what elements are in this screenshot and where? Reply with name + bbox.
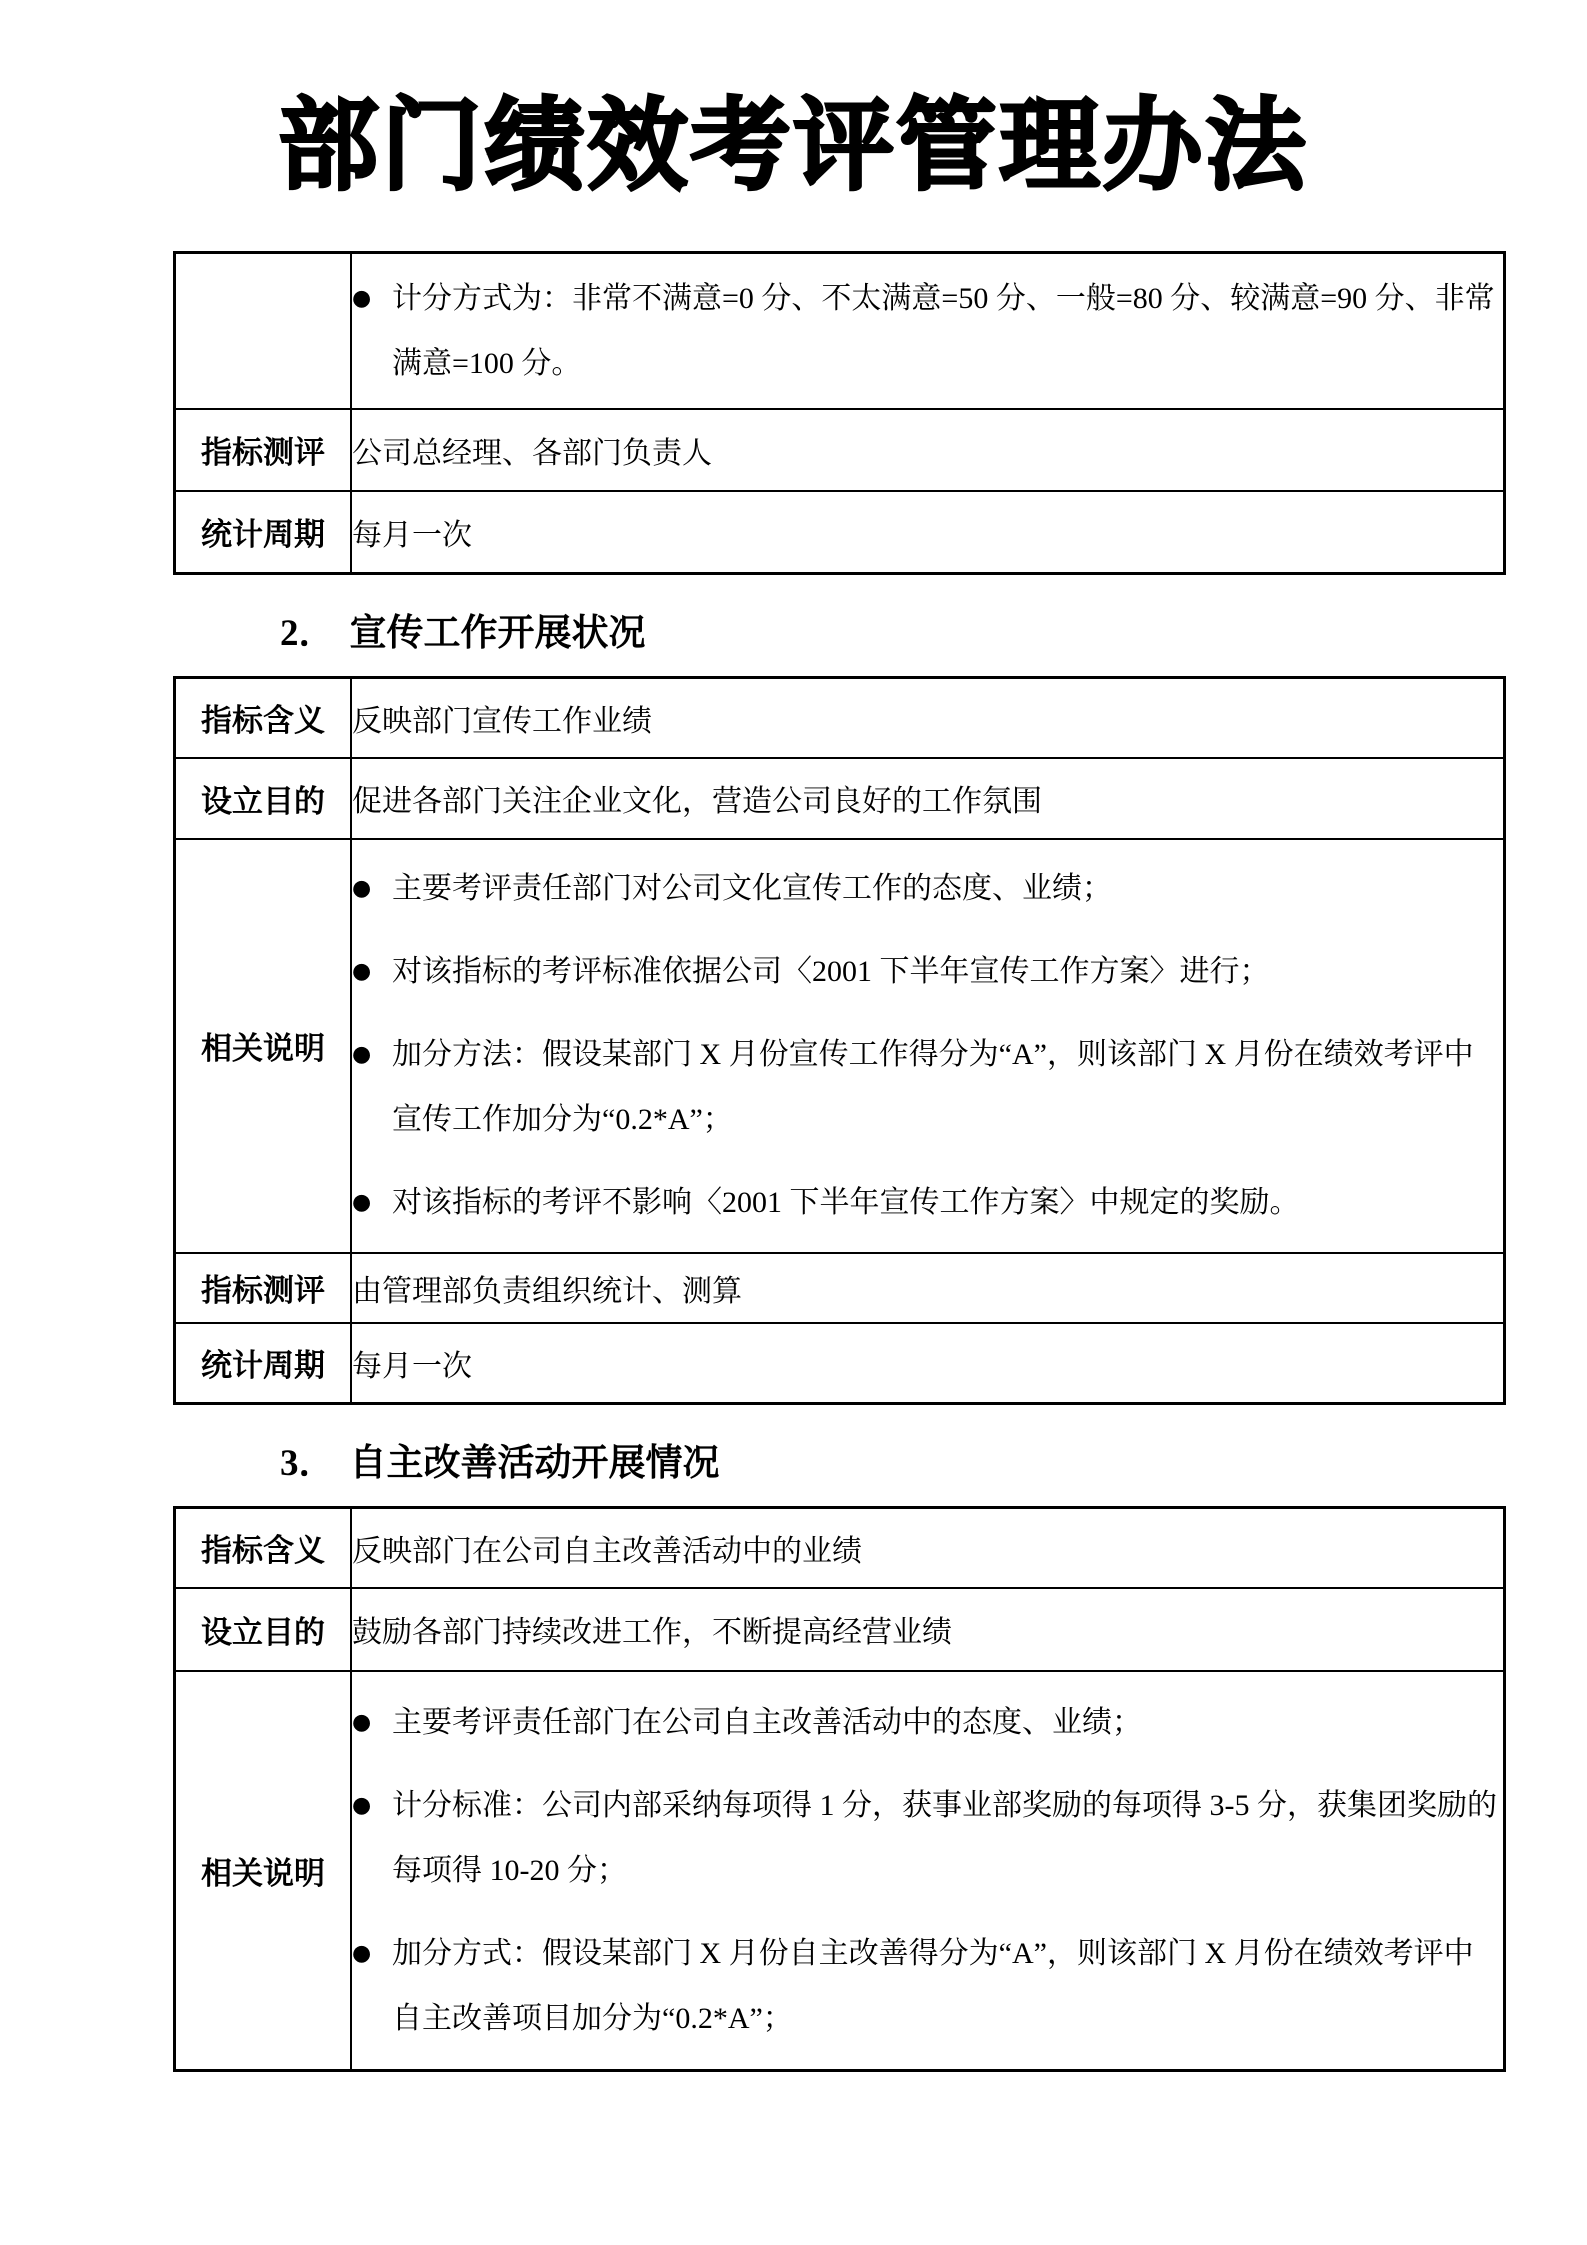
table-row	[175, 409, 1505, 491]
improvement-metric-table	[173, 1506, 1506, 2072]
bullet-icon: ●	[352, 1190, 372, 1215]
list-item	[352, 1022, 1503, 1152]
bullet-text: 计分标准：公司内部采纳每项得 1 分，获事业部奖励的每项得 3-5 分，获集团奖励的每项得 10-20 分；	[392, 1788, 1497, 1887]
row-label: 指标测评	[175, 1253, 352, 1323]
bullet-text: 主要考评责任部门对公司文化宣传工作的态度、业绩；	[392, 872, 1112, 905]
section-number: 3．	[280, 1443, 336, 1484]
publicity-metric-table	[173, 676, 1506, 1405]
section-heading-publicity	[280, 611, 1587, 656]
table-row	[175, 678, 1505, 758]
row-value: 由管理部负责组织统计、测算	[351, 1253, 1505, 1323]
row-value: 促进各部门关注企业文化，营造公司良好的工作氛围	[351, 758, 1505, 839]
row-label: 统计周期	[175, 1323, 352, 1404]
row-label: 设立目的	[175, 758, 352, 839]
row-value: 反映部门在公司自主改善活动中的业绩	[351, 1508, 1505, 1588]
bullet-text: 主要考评责任部门在公司自主改善活动中的态度、业绩；	[392, 1705, 1142, 1739]
bullet-text: 对该指标的考评不影响〈2001 下半年宣传工作方案〉中规定的奖励。	[392, 1186, 1300, 1219]
row-value: 每月一次	[351, 1323, 1505, 1404]
row-value	[351, 253, 1505, 409]
satisfaction-metric-table	[173, 251, 1506, 575]
row-value: 公司总经理、各部门负责人	[351, 409, 1505, 491]
row-value	[351, 1671, 1505, 2071]
table-row	[175, 1253, 1505, 1323]
section-title: 宣传工作开展状况	[349, 612, 646, 653]
row-label: 设立目的	[175, 1588, 352, 1671]
bullet-icon: ●	[352, 1792, 372, 1818]
table-row	[175, 1588, 1505, 1671]
row-value	[351, 839, 1505, 1253]
table-row	[175, 1508, 1505, 1588]
list-item	[352, 1690, 1503, 1755]
table-row	[175, 839, 1505, 1253]
row-label: 指标含义	[175, 678, 352, 758]
section-number: 2．	[280, 613, 336, 654]
table-row	[175, 491, 1505, 574]
list-item	[352, 1773, 1503, 1903]
bullet-icon: ●	[352, 876, 372, 901]
document-title: 部门绩效考评管理办法	[278, 90, 1309, 202]
list-item	[352, 266, 1503, 396]
list-item	[352, 856, 1503, 921]
list-item	[352, 939, 1503, 1004]
table-row	[175, 253, 1505, 409]
row-label: 相关说明	[175, 1671, 352, 2071]
row-label: 指标测评	[175, 409, 352, 491]
bullet-text: 计分方式为：非常不满意=0 分、不太满意=50 分、一般=80 分、较满意=90 分、非常满意=100 分。	[392, 281, 1495, 380]
table-row	[175, 1671, 1505, 2071]
row-value: 鼓励各部门持续改进工作，不断提高经营业绩	[351, 1588, 1505, 1671]
bullet-icon: ●	[352, 285, 372, 311]
row-value: 反映部门宣传工作业绩	[351, 678, 1505, 758]
bullet-icon: ●	[352, 1042, 372, 1067]
table-row	[175, 758, 1505, 839]
bullet-icon: ●	[352, 1709, 372, 1735]
list-item	[352, 1921, 1503, 2051]
row-label-empty	[175, 253, 352, 409]
bullet-text: 对该指标的考评标准依据公司〈2001 下半年宣传工作方案〉进行；	[392, 955, 1270, 988]
bullet-text: 加分方式：假设某部门 X 月份自主改善得分为“A”，则该部门 X 月份在绩效考评中自主改善项目加分为“0.2*A”；	[392, 1936, 1474, 2035]
section-heading-improvement	[280, 1441, 1587, 1486]
list-item	[352, 1170, 1503, 1235]
bullet-icon: ●	[352, 959, 372, 984]
section-title: 自主改善活动开展情况	[349, 1442, 720, 1483]
row-label: 指标含义	[175, 1508, 352, 1588]
row-label: 相关说明	[175, 839, 352, 1253]
bullet-icon: ●	[352, 1940, 372, 1966]
bullet-text: 加分方法：假设某部门 X 月份宣传工作得分为“A”，则该部门 X 月份在绩效考评中宣传工作加分为“0.2*A”；	[392, 1038, 1474, 1136]
table-row	[175, 1323, 1505, 1404]
row-value: 每月一次	[351, 491, 1505, 574]
row-label: 统计周期	[175, 491, 352, 574]
